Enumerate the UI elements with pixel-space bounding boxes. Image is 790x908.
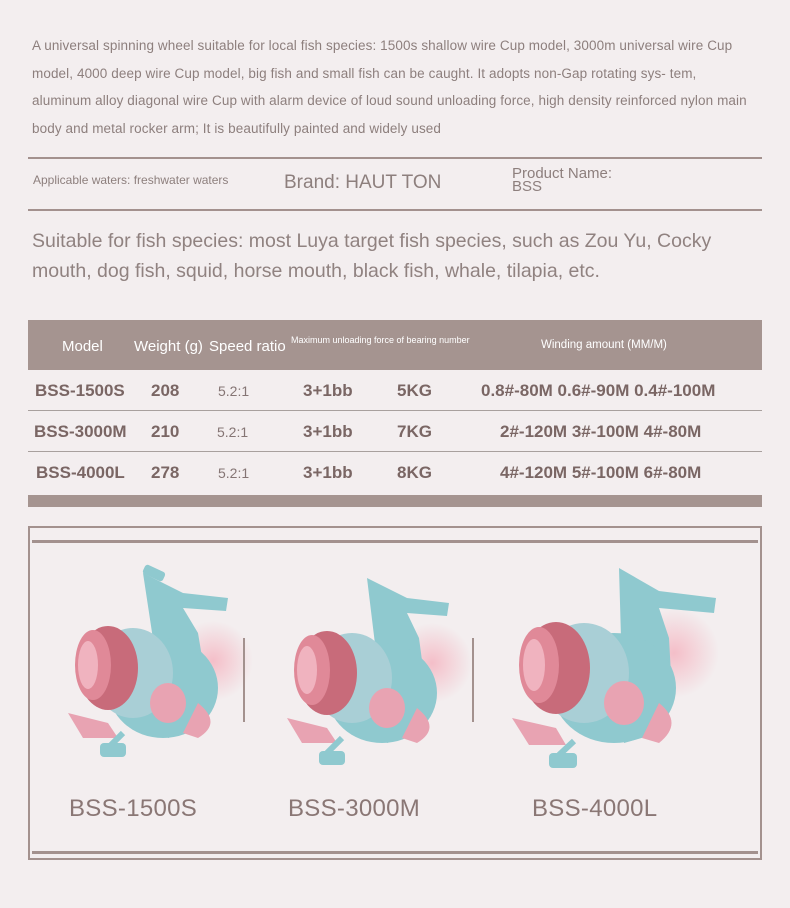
table-header	[28, 320, 762, 370]
header-speed: Speed ratio	[209, 338, 286, 355]
intro-paragraph: A universal spinning wheel suitable for local fish species: 1500s shallow wire Cup model, 3000m universal wire Cup model, 4000 deep wire Cup model, big fish and small fish can be caught. It adopts non-Gap rotating sys- tem, aluminum alloy diagonal wire Cup with alarm device of loud sound unloading force, high density reinforced nylon main body and metal rocker arm; It is beautifully painted and widely used	[32, 38, 747, 136]
cell-bearing: 3+1bb	[303, 422, 353, 441]
reel-image-1500s	[48, 553, 268, 783]
cell-weight: 278	[151, 463, 180, 482]
divider-bottom	[28, 209, 762, 211]
cell-model: BSS-3000M	[34, 422, 127, 441]
cell-model: BSS-4000L	[36, 463, 125, 482]
cell-winding: 4#-120M 5#-100M 6#-80M	[500, 463, 702, 482]
header-force: Maximum unloading force of bearing number	[291, 335, 470, 345]
product-showcase	[28, 526, 762, 860]
product-divider	[243, 638, 245, 722]
spec-table	[28, 320, 762, 507]
cell-speed: 5.2:1	[217, 424, 249, 440]
product-label-3000m: BSS-3000M	[288, 795, 421, 822]
product-name-label: Product Name:	[512, 165, 613, 182]
product-label-4000l: BSS-4000L	[532, 795, 658, 822]
product-name	[512, 167, 612, 193]
reel-image-3000m	[267, 553, 487, 783]
brand-label: Brand: HAUT TON	[284, 172, 442, 193]
cell-bearing: 3+1bb	[303, 381, 353, 400]
reel-image-4000l	[494, 553, 724, 783]
applicable-waters: Applicable waters: freshwater waters	[33, 173, 229, 187]
cell-weight: 210	[151, 422, 180, 441]
cell-speed: 5.2:1	[218, 383, 250, 399]
cell-force: 5KG	[397, 381, 432, 400]
table-row	[28, 452, 762, 493]
cell-winding: 2#-120M 3#-100M 4#-80M	[500, 422, 702, 441]
header-winding: Winding amount (MM/M)	[541, 339, 667, 351]
info-row	[28, 160, 762, 210]
fish-species-text: Suitable for fish species: most Luya target fish species, such as Zou Yu, Cocky mouth, dog fish, squid, horse mouth, black fish, whale, tilapia, etc.	[32, 230, 712, 282]
cell-model: BSS-1500S	[35, 381, 125, 400]
table-row	[28, 370, 762, 411]
product-label-1500s: BSS-1500S	[69, 795, 198, 822]
product-name-value: BSS	[512, 178, 543, 195]
cell-weight: 208	[151, 381, 180, 400]
divider-top	[28, 157, 762, 159]
cell-winding: 0.8#-80M 0.6#-90M 0.4#-100M	[481, 381, 716, 400]
cell-force: 8KG	[397, 463, 432, 482]
header-weight: Weight (g)	[134, 338, 203, 355]
table-row	[28, 411, 762, 452]
product-showcase-frame	[32, 540, 758, 854]
header-model: Model	[62, 338, 103, 355]
product-divider	[472, 638, 474, 722]
cell-bearing: 3+1bb	[303, 463, 353, 482]
cell-force: 7KG	[397, 422, 432, 441]
table-footer-bar	[28, 495, 762, 507]
cell-speed: 5.2:1	[218, 465, 250, 481]
